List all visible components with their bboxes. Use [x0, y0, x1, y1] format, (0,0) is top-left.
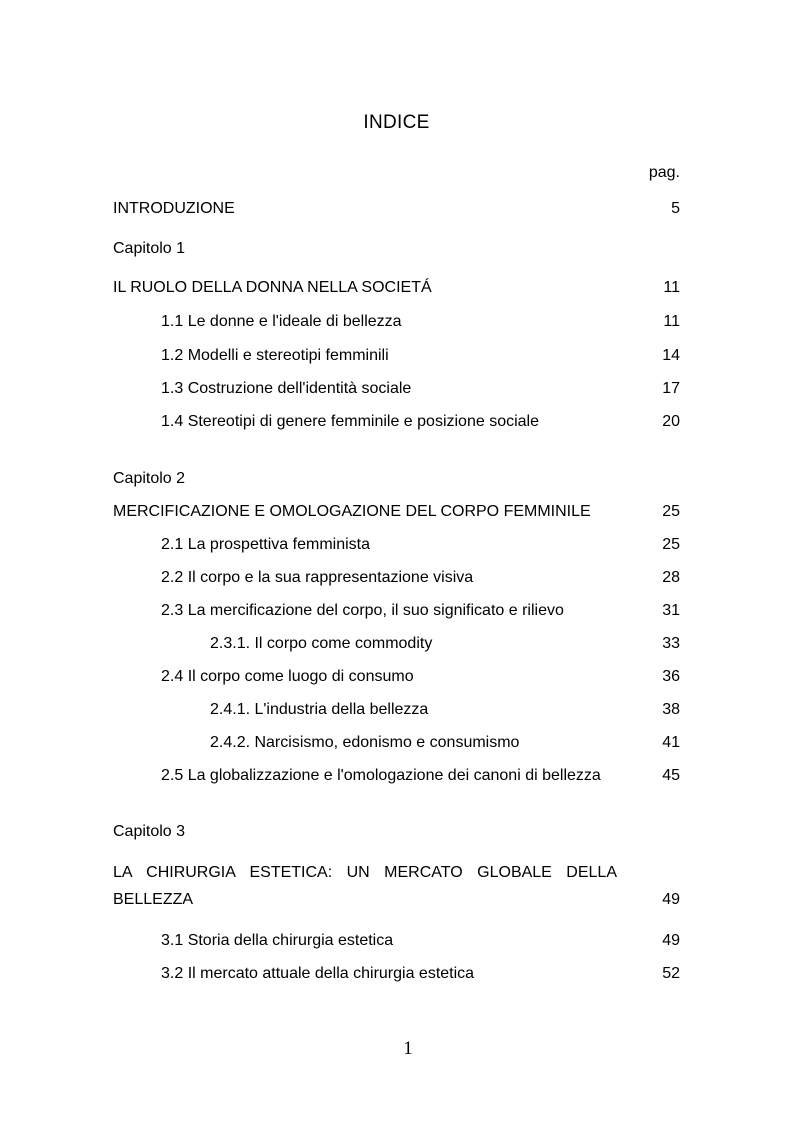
toc-entry-page: 41	[662, 734, 680, 751]
toc-entry-label: 2.4.1. L'industria della bellezza	[210, 701, 429, 718]
toc-entry-label: 1.1 Le donne e l'ideale di bellezza	[161, 313, 402, 330]
toc-entry-label: 2.1 La prospettiva femminista	[161, 536, 370, 553]
toc-entry-label: 2.2 Il corpo e la sua rappresentazione visiva	[161, 569, 474, 586]
page-column-header: pag.	[648, 164, 680, 181]
toc-entry-2-1	[113, 535, 680, 554]
toc-entry-1-2	[113, 346, 680, 365]
toc-entry-label: 2.3.1. Il corpo come commodity	[210, 635, 433, 652]
toc-entry-3-1	[113, 931, 680, 950]
toc-entry-label: 3.1 Storia della chirurgia estetica	[161, 932, 394, 949]
chapter-2-title-row	[113, 502, 680, 521]
toc-entry-label: 3.2 Il mercato attuale della chirurgia estetica	[161, 965, 475, 982]
chapter-title: BELLEZZA	[113, 891, 194, 908]
toc-entry-label: 1.4 Stereotipi di genere femminile e posizione sociale	[161, 413, 539, 430]
toc-entry-page: 11	[663, 279, 680, 296]
chapter-3-label-row	[113, 822, 680, 841]
toc-entry-label: 2.4 Il corpo come luogo di consumo	[161, 668, 414, 685]
toc-entry-page: 25	[662, 503, 680, 520]
chapter-title: IL RUOLO DELLA DONNA NELLA SOCIETÁ	[113, 279, 432, 296]
toc-entry-2-4	[113, 667, 680, 686]
toc-entry-page: 49	[662, 932, 680, 949]
footer-page-number: 1	[403, 1038, 413, 1059]
toc-entry-label: INTRODUZIONE	[113, 200, 235, 217]
toc-entry-page: 20	[662, 413, 680, 430]
toc-entry-2-2	[113, 568, 680, 587]
chapter-title: MERCIFICAZIONE E OMOLOGAZIONE DEL CORPO FEMMINILE	[113, 503, 591, 520]
toc-entry-2-4-2	[113, 733, 680, 752]
toc-entry-page: 11	[663, 313, 680, 330]
chapter-1-label-row	[113, 239, 680, 258]
chapter-2-label-row	[113, 469, 680, 488]
toc-entry-page: 38	[662, 701, 680, 718]
toc-entry-label: 2.4.2. Narcisismo, edonismo e consumismo	[210, 734, 520, 751]
toc-entry-3-2	[113, 964, 680, 983]
toc-entry-page: 28	[662, 569, 680, 586]
page-column-header-row	[113, 163, 680, 182]
toc-entry-page: 31	[662, 602, 680, 619]
toc-entry-page: 52	[662, 965, 680, 982]
toc-entry-page: 17	[662, 380, 680, 397]
toc-entry-2-5	[113, 766, 680, 785]
toc-entry-2-3	[113, 601, 680, 620]
toc-entry-page: 14	[662, 347, 680, 364]
toc-entry-2-3-1	[113, 634, 680, 653]
chapter-label: Capitolo 3	[113, 823, 186, 840]
chapter-3-title-line-1: LA CHIRURGIA ESTETICA: UN MERCATO GLOBALE DELLA	[113, 864, 617, 881]
page-title: INDICE	[363, 112, 430, 133]
toc-entry-label: 2.3 La mercificazione del corpo, il suo significato e rilievo	[161, 602, 564, 619]
toc-entry-page: 5	[671, 200, 680, 217]
toc-entry-label: 1.2 Modelli e stereotipi femminili	[161, 347, 389, 364]
chapter-3-title-line-2-row	[113, 890, 680, 909]
toc-entry-1-3	[113, 379, 680, 398]
chapter-label: Capitolo 1	[113, 240, 186, 257]
toc-entry-page: 25	[662, 536, 680, 553]
toc-entry-page: 33	[662, 635, 680, 652]
toc-entry-1-4	[113, 412, 680, 431]
chapter-1-title-row	[113, 278, 680, 297]
toc-entry-label: 2.5 La globalizzazione e l'omologazione dei canoni di bellezza	[161, 767, 601, 784]
toc-entry-introduction	[113, 199, 680, 218]
toc-entry-page: 45	[662, 767, 680, 784]
toc-entry-1-1	[113, 312, 680, 331]
toc-entry-label: 1.3 Costruzione dell'identità sociale	[161, 380, 412, 397]
chapter-label: Capitolo 2	[113, 470, 186, 487]
toc-entry-2-4-1	[113, 700, 680, 719]
toc-entry-page: 49	[662, 891, 680, 908]
toc-entry-page: 36	[662, 668, 680, 685]
